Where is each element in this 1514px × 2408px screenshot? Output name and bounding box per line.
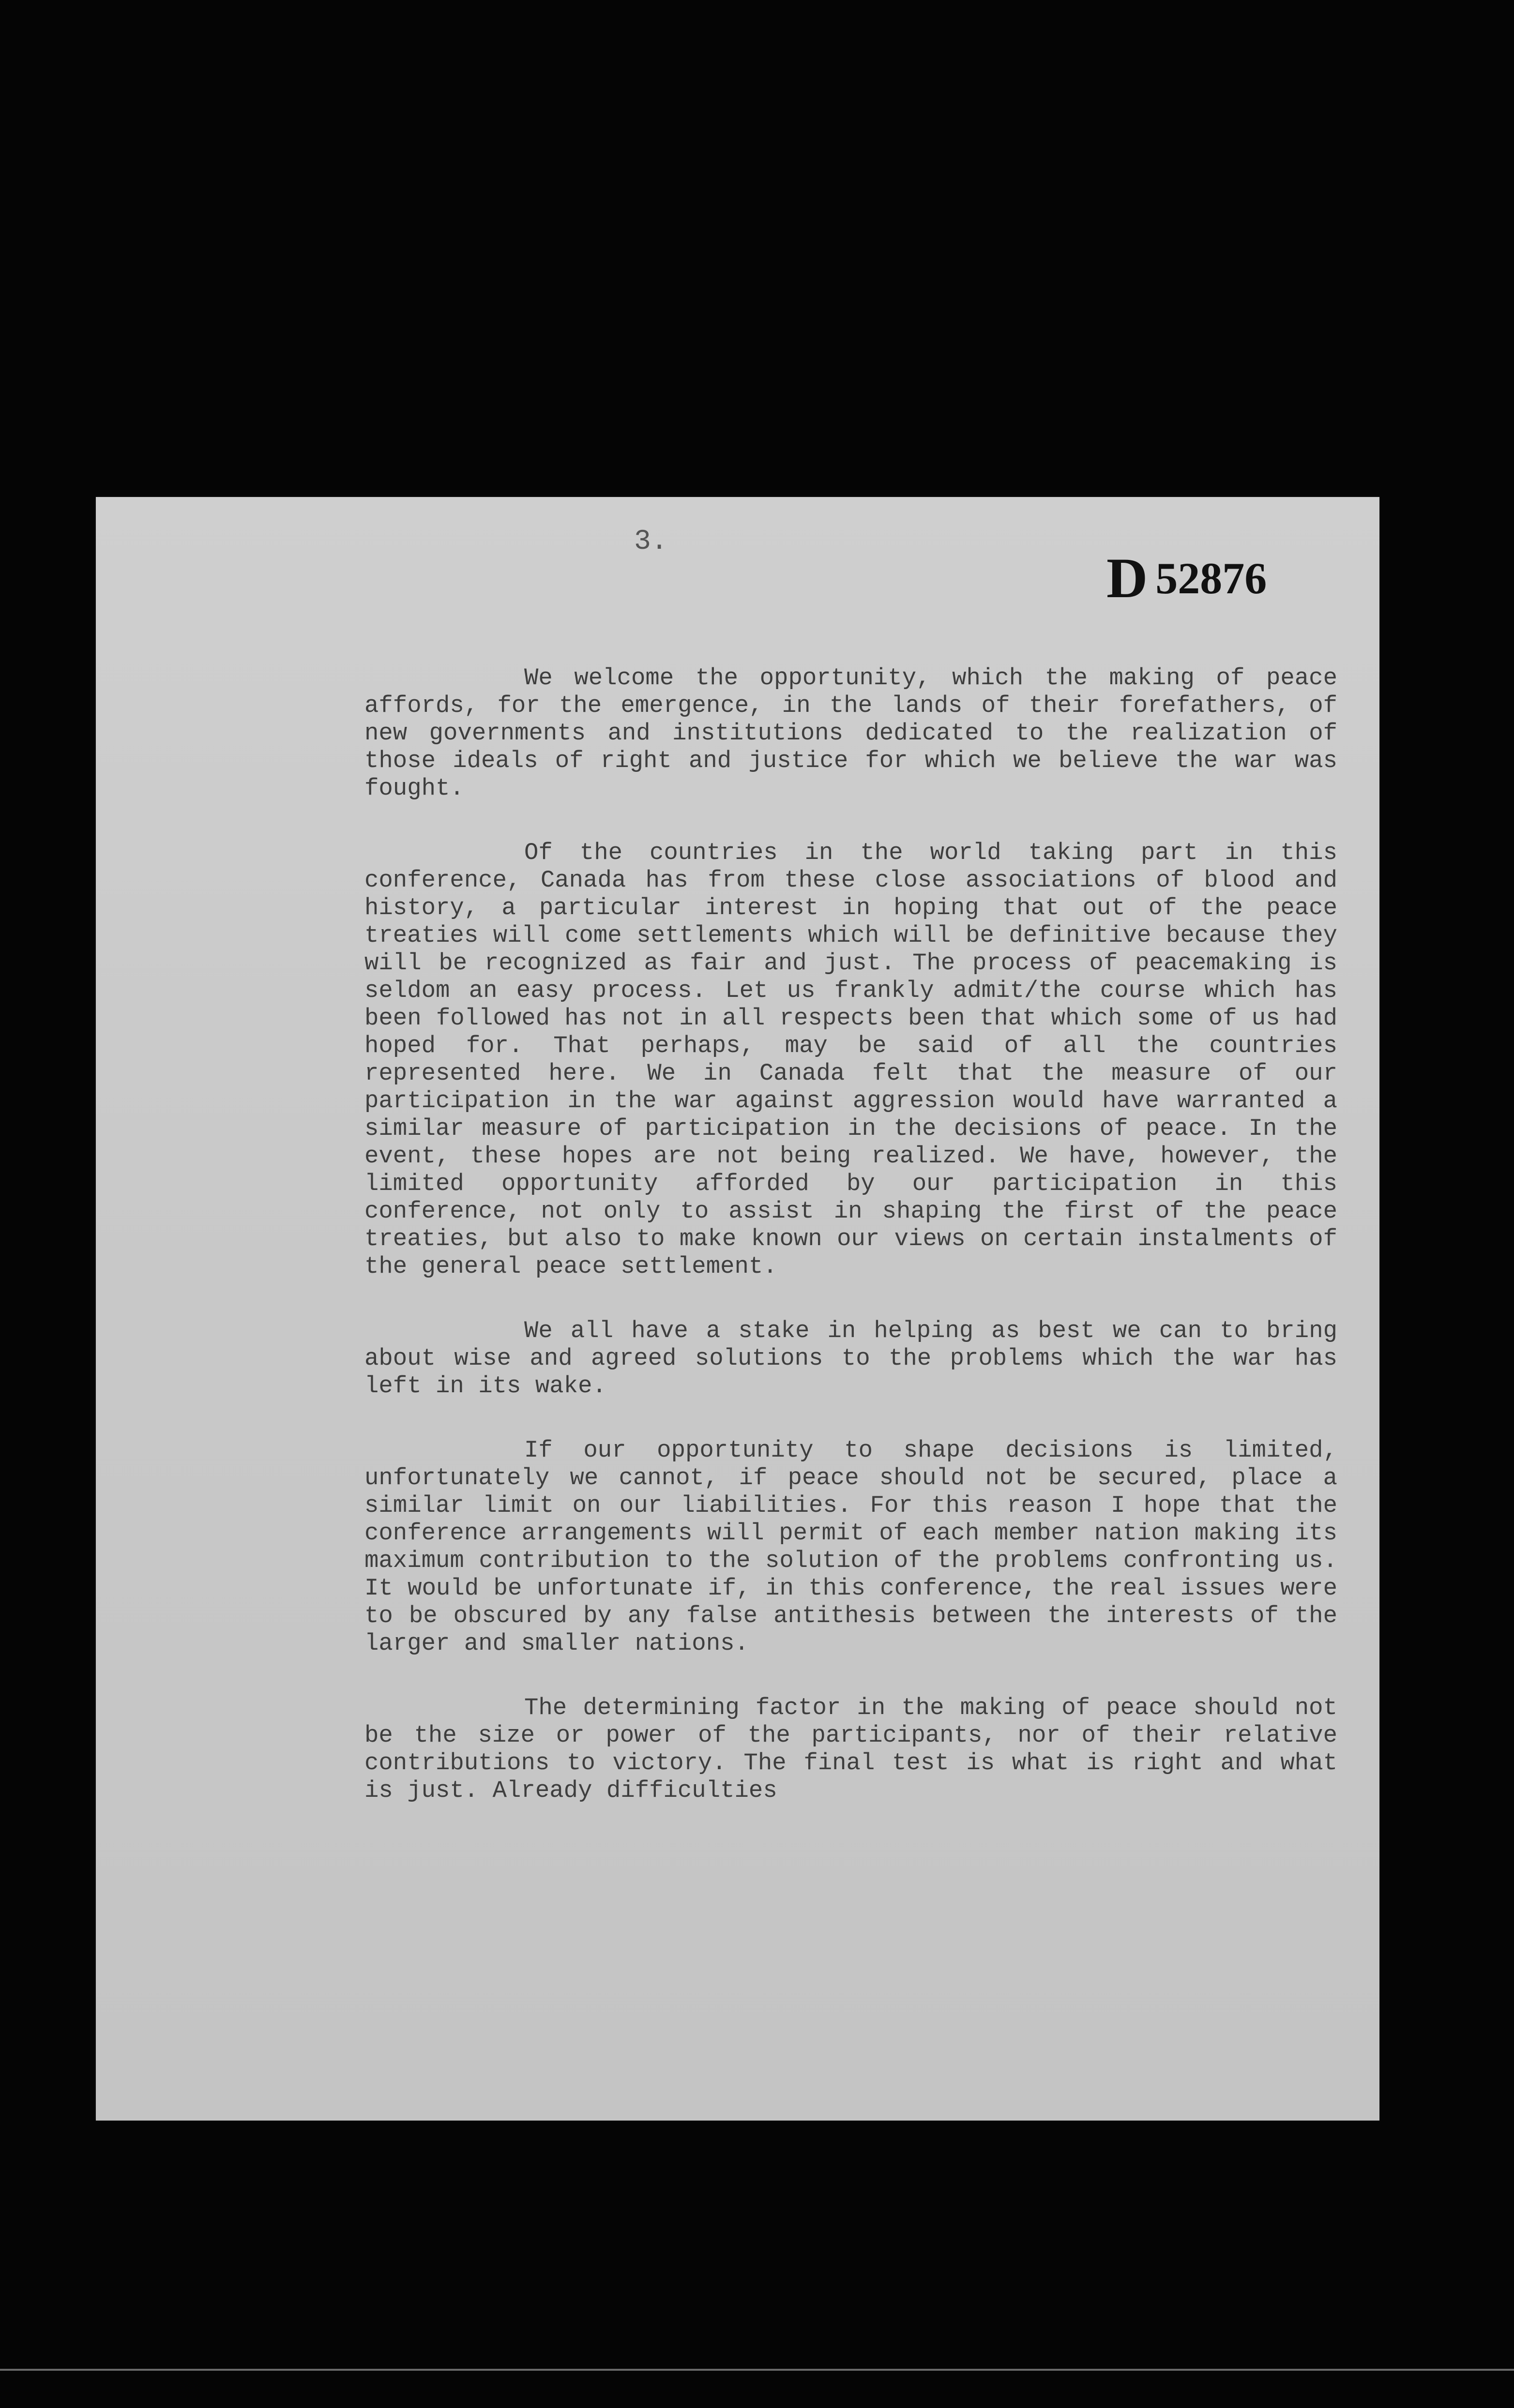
paragraph-1: We welcome the opportunity, which the making of peace affords, for the emergence, in the lands of their forefathers, of new governments and institutions dedicated to the realization of those ideals of right and justice for which we believe the war was fought.	[364, 664, 1337, 802]
document-id-prefix: D	[1106, 546, 1148, 610]
paragraph-2: Of the countries in the world taking part in this conference, Canada has from these close associations of blood and history, a particular interest in hoping that out of the peace treaties will come settlements which will be definitive because they will be recognized as fair and just. The process of peacemaking is seldom an easy process. Let us frankly admit/the course which has been followed has not in all respects been that which some of us had hoped for. That perhaps, may be said of all the countries represented here. We in Canada felt that the measure of our participation in the war against aggression would have warranted a similar measure of participation in the decisions of peace. In the event, these hopes are not being realized. We have, however, the limited opportunity afforded by our participation in this conference, not only to assist in shaping the first of the peace treaties, but also to make known our views on certain instalments of the general peace settlement.	[364, 839, 1337, 1280]
document-body	[364, 664, 1337, 1805]
paragraph-5: The determining factor in the making of peace should not be the size or power of the participants, nor of their relative contributions to victory. The final test is what is right and what is just. Already difficulties	[364, 1694, 1337, 1804]
document-page	[96, 497, 1379, 2121]
document-id-number: 52876	[1155, 554, 1267, 603]
paragraph-4: If our opportunity to shape decisions is limited, unfortunately we cannot, if peace should not be secured, place a similar limit on our liabilities. For this reason I hope that the conference arrangements will permit of each member nation making its maximum contribution to the solution of the problems confronting us. It would be unfortunate if, in this conference, the real issues were to be obscured by any false antithesis between the interests of the larger and smaller nations.	[364, 1437, 1337, 1657]
page-number: 3.	[634, 526, 668, 557]
scan-edge-line	[0, 2369, 1514, 2371]
document-id-stamp	[1106, 545, 1267, 611]
paragraph-3: We all have a stake in helping as best we can to bring about wise and agreed solutions to the problems which the war has left in its wake.	[364, 1317, 1337, 1400]
